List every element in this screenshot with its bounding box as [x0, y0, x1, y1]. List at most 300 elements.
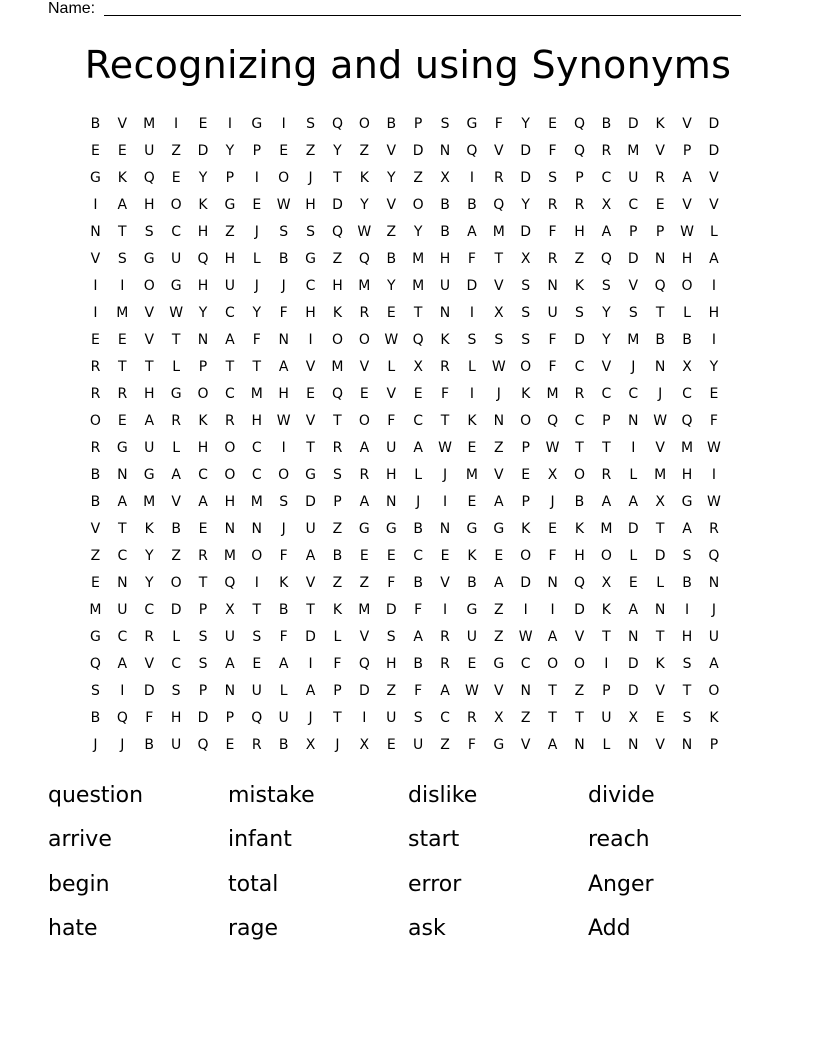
- grid-cell: P: [333, 683, 342, 699]
- grid-cell: M: [627, 332, 640, 348]
- grid-cell: F: [414, 683, 423, 699]
- grid-row: [82, 195, 727, 222]
- name-underline[interactable]: [104, 15, 741, 16]
- grid-cell: T: [602, 440, 611, 456]
- grid-cell: R: [574, 386, 585, 402]
- grid-cell: S: [171, 683, 181, 699]
- grid-cell: V: [494, 683, 504, 699]
- grid-cell: V: [144, 305, 155, 321]
- grid-cell: E: [279, 143, 289, 159]
- grid-cell: K: [574, 278, 585, 294]
- grid-cell: R: [251, 737, 262, 753]
- grid-cell: T: [655, 629, 665, 645]
- grid-cell: M: [116, 305, 129, 321]
- grid-cell: W: [707, 440, 721, 456]
- grid-cell: H: [708, 305, 720, 321]
- grid-cell: M: [654, 467, 667, 483]
- grid-cell: H: [251, 413, 263, 429]
- grid-cell: H: [170, 710, 182, 726]
- grid-cell: F: [333, 656, 342, 672]
- grid-cell: Q: [708, 548, 720, 564]
- grid-cell: N: [628, 629, 639, 645]
- grid-cell: U: [466, 629, 478, 645]
- grid-cell: H: [574, 548, 585, 564]
- grid-cell: H: [385, 656, 397, 672]
- grid-cell: X: [547, 467, 558, 483]
- grid-cell: V: [494, 278, 504, 294]
- grid-cell: C: [251, 467, 262, 483]
- grid-cell: P: [629, 224, 638, 240]
- grid-row: [82, 411, 727, 438]
- grid-cell: P: [655, 224, 665, 240]
- grid-cell: F: [494, 116, 503, 132]
- grid-cell: N: [251, 521, 263, 537]
- grid-cell: B: [278, 602, 289, 618]
- grid-cell: D: [520, 224, 532, 240]
- grid-cell: J: [254, 278, 259, 294]
- grid-cell: G: [681, 494, 693, 510]
- grid-cell: B: [682, 332, 692, 348]
- grid-cell: P: [602, 683, 611, 699]
- grid-cell: Y: [360, 197, 369, 213]
- grid-cell: S: [548, 170, 558, 186]
- grid-cell: L: [468, 359, 476, 375]
- grid-cell: U: [170, 737, 182, 753]
- grid-cell: T: [575, 440, 584, 456]
- grid-cell: M: [358, 278, 371, 294]
- grid-cell: N: [654, 602, 666, 618]
- grid-cell: I: [227, 116, 232, 132]
- grid-cell: P: [709, 737, 719, 753]
- grid-cell: H: [278, 386, 289, 402]
- grid-cell: K: [521, 521, 531, 537]
- grid-cell: M: [143, 494, 156, 510]
- grid-cell: W: [169, 305, 184, 321]
- grid-cell: P: [521, 440, 530, 456]
- grid-row: [82, 681, 727, 708]
- grid-cell: C: [171, 224, 181, 240]
- grid-cell: U: [278, 710, 289, 726]
- grid-cell: Q: [654, 278, 666, 294]
- grid-cell: O: [573, 467, 585, 483]
- grid-row: [82, 438, 727, 465]
- grid-cell: V: [359, 359, 370, 375]
- grid-cell: P: [521, 494, 530, 510]
- grid-cell: C: [413, 548, 424, 564]
- grid-cell: P: [602, 413, 611, 429]
- grid-cell: L: [602, 737, 611, 753]
- grid-cell: S: [198, 629, 208, 645]
- grid-cell: O: [681, 278, 693, 294]
- grid-cell: K: [467, 413, 477, 429]
- grid-cell: V: [655, 440, 665, 456]
- grid-row: [82, 627, 727, 654]
- grid-cell: K: [198, 197, 208, 213]
- grid-cell: L: [333, 629, 342, 645]
- grid-cell: K: [574, 521, 585, 537]
- grid-cell: B: [90, 710, 101, 726]
- grid-cell: A: [117, 197, 128, 213]
- grid-cell: H: [197, 440, 209, 456]
- grid-cell: I: [308, 332, 313, 348]
- grid-row: [82, 600, 727, 627]
- grid-cell: G: [385, 521, 397, 537]
- grid-cell: K: [144, 521, 154, 537]
- grid-cell: J: [496, 386, 501, 402]
- grid-row: [82, 276, 727, 303]
- grid-cell: D: [385, 602, 397, 618]
- grid-cell: O: [170, 197, 182, 213]
- grid-cell: V: [386, 386, 397, 402]
- grid-cell: P: [225, 710, 235, 726]
- grid-cell: B: [413, 521, 423, 537]
- grid-cell: G: [466, 602, 478, 618]
- grid-cell: S: [521, 278, 531, 294]
- grid-cell: B: [144, 737, 155, 753]
- grid-cell: M: [546, 386, 559, 402]
- grid-cell: Q: [573, 143, 585, 159]
- word-list-item: question: [48, 783, 144, 808]
- grid-cell: E: [628, 575, 638, 591]
- grid-cell: S: [117, 251, 127, 267]
- grid-cell: Q: [197, 251, 209, 267]
- grid-cell: A: [305, 548, 316, 564]
- grid-cell: S: [333, 467, 342, 483]
- grid-cell: T: [171, 332, 181, 348]
- grid-cell: V: [305, 359, 316, 375]
- grid-cell: B: [440, 197, 450, 213]
- grid-cell: L: [279, 683, 288, 699]
- grid-cell: O: [89, 413, 101, 429]
- grid-cell: N: [90, 224, 101, 240]
- grid-cell: T: [118, 521, 127, 537]
- word-list-item: ask: [408, 915, 446, 941]
- grid-cell: B: [467, 197, 477, 213]
- grid-cell: U: [224, 629, 236, 645]
- grid-cell: E: [91, 143, 100, 159]
- word-list-item: arrive: [48, 827, 112, 853]
- grid-cell: I: [442, 602, 448, 618]
- grid-cell: R: [574, 197, 585, 213]
- grid-cell: B: [467, 575, 477, 591]
- word-list-item: reach: [588, 827, 650, 853]
- grid-cell: I: [684, 602, 690, 618]
- grid-cell: H: [681, 467, 693, 483]
- grid-cell: K: [198, 413, 208, 429]
- grid-row: [82, 141, 727, 168]
- grid-cell: Y: [252, 305, 262, 321]
- grid-row: [82, 249, 727, 276]
- grid-cell: P: [198, 683, 208, 699]
- word-list-item: total: [228, 871, 279, 897]
- grid-cell: O: [520, 548, 532, 564]
- grid-cell: E: [306, 386, 315, 402]
- grid-cell: N: [520, 683, 531, 699]
- grid-cell: D: [305, 629, 316, 645]
- grid-cell: G: [90, 170, 101, 186]
- grid-cell: N: [628, 413, 639, 429]
- grid-cell: J: [335, 737, 340, 753]
- grid-cell: S: [144, 224, 154, 240]
- grid-cell: Z: [332, 521, 343, 537]
- grid-cell: A: [682, 170, 692, 186]
- grid-cell: I: [308, 656, 313, 672]
- grid-cell: C: [601, 170, 612, 186]
- grid-cell: H: [224, 494, 236, 510]
- grid-cell: D: [708, 116, 720, 132]
- grid-cell: D: [627, 683, 639, 699]
- grid-cell: H: [305, 305, 316, 321]
- grid-cell: N: [224, 683, 236, 699]
- grid-cell: V: [144, 656, 155, 672]
- grid-cell: V: [682, 197, 692, 213]
- grid-cell: Q: [681, 413, 693, 429]
- grid-cell: R: [601, 467, 612, 483]
- grid-cell: V: [90, 251, 101, 267]
- grid-cell: C: [628, 386, 639, 402]
- grid-cell: S: [252, 629, 262, 645]
- word-list-item: Anger: [588, 871, 654, 897]
- grid-cell: P: [575, 170, 584, 186]
- grid-cell: M: [627, 143, 640, 159]
- grid-cell: D: [520, 170, 532, 186]
- grid-cell: S: [386, 629, 396, 645]
- grid-cell: X: [655, 494, 665, 510]
- grid-cell: E: [655, 197, 665, 213]
- grid-cell: S: [306, 116, 316, 132]
- grid-cell: D: [412, 143, 424, 159]
- grid-cell: E: [440, 548, 450, 564]
- grid-cell: B: [90, 494, 101, 510]
- grid-cell: W: [680, 224, 694, 240]
- grid-cell: D: [627, 521, 639, 537]
- grid-cell: A: [225, 332, 235, 348]
- grid-cell: X: [601, 197, 612, 213]
- grid-cell: K: [332, 602, 343, 618]
- grid-cell: F: [252, 332, 261, 348]
- grid-cell: D: [332, 197, 343, 213]
- grid-cell: E: [91, 575, 100, 591]
- grid-cell: B: [278, 251, 289, 267]
- grid-cell: C: [117, 548, 128, 564]
- grid-cell: E: [548, 521, 558, 537]
- grid-row: [82, 654, 727, 681]
- grid-cell: Z: [90, 548, 101, 564]
- grid-cell: U: [439, 278, 451, 294]
- grid-cell: U: [224, 278, 236, 294]
- grid-cell: Q: [493, 197, 505, 213]
- grid-cell: L: [252, 251, 261, 267]
- grid-cell: Z: [171, 143, 181, 159]
- grid-cell: M: [223, 548, 236, 564]
- grid-cell: N: [628, 737, 639, 753]
- grid-cell: N: [493, 413, 505, 429]
- grid-cell: L: [629, 548, 638, 564]
- grid-cell: V: [628, 278, 639, 294]
- grid-cell: E: [386, 548, 396, 564]
- grid-cell: O: [358, 116, 370, 132]
- grid-cell: I: [604, 656, 609, 672]
- grid-cell: U: [708, 629, 720, 645]
- grid-cell: M: [600, 521, 613, 537]
- grid-cell: V: [655, 737, 665, 753]
- grid-cell: R: [655, 170, 666, 186]
- name-label: Name:: [48, 0, 96, 17]
- grid-cell: P: [413, 116, 423, 132]
- grid-cell: S: [521, 332, 531, 348]
- grid-cell: I: [523, 602, 528, 618]
- grid-cell: V: [574, 629, 585, 645]
- grid-row: [82, 222, 727, 249]
- grid-cell: G: [170, 386, 182, 402]
- grid-cell: O: [520, 413, 532, 429]
- grid-cell: T: [333, 413, 342, 429]
- grid-cell: Y: [144, 575, 154, 591]
- grid-cell: V: [171, 494, 181, 510]
- grid-cell: P: [198, 359, 208, 375]
- grid-cell: Q: [224, 575, 236, 591]
- grid-cell: E: [171, 170, 181, 186]
- grid-cell: I: [120, 683, 125, 699]
- grid-cell: K: [279, 575, 289, 591]
- grid-cell: X: [413, 359, 423, 375]
- grid-cell: K: [655, 656, 665, 672]
- grid-cell: A: [440, 683, 450, 699]
- grid-cell: K: [359, 170, 369, 186]
- grid-cell: A: [359, 494, 370, 510]
- grid-cell: S: [682, 656, 692, 672]
- grid-cell: X: [628, 710, 639, 726]
- grid-cell: Y: [709, 359, 719, 375]
- grid-cell: N: [278, 332, 289, 348]
- grid-cell: E: [117, 332, 127, 348]
- letter-grid: [82, 114, 727, 762]
- grid-cell: A: [305, 683, 316, 699]
- grid-cell: Z: [520, 710, 531, 726]
- grid-cell: P: [225, 170, 235, 186]
- grid-cell: T: [548, 683, 557, 699]
- grid-cell: L: [172, 629, 181, 645]
- grid-cell: A: [547, 629, 558, 645]
- grid-cell: K: [709, 710, 719, 726]
- word-list-item: start: [408, 827, 460, 853]
- grid-cell: Y: [144, 548, 154, 564]
- grid-cell: Z: [225, 224, 235, 240]
- grid-cell: M: [465, 467, 478, 483]
- grid-cell: R: [547, 197, 558, 213]
- grid-cell: G: [143, 467, 155, 483]
- word-list-item: mistake: [228, 783, 315, 808]
- grid-cell: B: [413, 575, 423, 591]
- grid-cell: N: [439, 521, 451, 537]
- grid-cell: O: [708, 683, 720, 699]
- grid-cell: B: [278, 737, 289, 753]
- grid-cell: S: [306, 224, 316, 240]
- grid-cell: U: [601, 710, 612, 726]
- grid-cell: R: [198, 548, 208, 564]
- grid-cell: O: [358, 413, 370, 429]
- grid-cell: X: [601, 575, 612, 591]
- grid-row: [82, 708, 727, 735]
- grid-cell: T: [548, 710, 557, 726]
- grid-cell: X: [359, 737, 370, 753]
- grid-cell: D: [170, 602, 182, 618]
- grid-cell: H: [197, 278, 209, 294]
- grid-cell: Y: [225, 143, 235, 159]
- grid-cell: B: [90, 467, 101, 483]
- grid-cell: Q: [116, 710, 128, 726]
- grid-cell: C: [225, 386, 235, 402]
- grid-cell: V: [117, 116, 128, 132]
- grid-cell: V: [386, 197, 397, 213]
- grid-cell: E: [252, 197, 262, 213]
- grid-cell: W: [653, 413, 668, 429]
- grid-cell: I: [442, 494, 448, 510]
- word-list-item: begin: [48, 871, 110, 897]
- grid-cell: L: [387, 359, 396, 375]
- grid-cell: E: [252, 656, 262, 672]
- grid-cell: C: [144, 602, 155, 618]
- grid-cell: Q: [251, 710, 263, 726]
- grid-cell: I: [93, 305, 98, 321]
- grid-cell: E: [467, 494, 477, 510]
- word-list-item: rage: [228, 915, 279, 941]
- grid-cell: S: [413, 710, 423, 726]
- grid-cell: O: [170, 575, 182, 591]
- grid-cell: J: [416, 494, 421, 510]
- grid-cell: A: [601, 494, 612, 510]
- grid-cell: I: [711, 278, 716, 294]
- grid-cell: D: [197, 710, 209, 726]
- grid-cell: T: [252, 602, 262, 618]
- word-list-item: divide: [588, 783, 655, 808]
- grid-cell: M: [412, 278, 425, 294]
- grid-cell: G: [143, 251, 155, 267]
- grid-cell: I: [281, 440, 286, 456]
- grid-cell: P: [252, 143, 262, 159]
- grid-cell: W: [707, 494, 721, 510]
- grid-cell: Z: [494, 440, 504, 456]
- grid-cell: H: [385, 467, 397, 483]
- grid-cell: J: [254, 224, 259, 240]
- grid-cell: J: [281, 278, 286, 294]
- grid-cell: L: [414, 467, 423, 483]
- grid-cell: Z: [386, 683, 397, 699]
- grid-cell: L: [710, 224, 718, 240]
- grid-cell: E: [386, 737, 396, 753]
- grid-cell: B: [386, 116, 397, 132]
- grid-cell: T: [602, 629, 611, 645]
- grid-cell: D: [197, 143, 209, 159]
- grid-cell: Y: [521, 197, 530, 213]
- grid-cell: R: [493, 170, 504, 186]
- grid-cell: I: [362, 710, 367, 726]
- grid-row: [82, 357, 727, 384]
- grid-cell: I: [93, 278, 98, 294]
- grid-cell: M: [412, 251, 425, 267]
- grid-cell: R: [90, 386, 101, 402]
- grid-cell: D: [708, 143, 720, 159]
- grid-cell: Y: [386, 278, 396, 294]
- grid-cell: W: [384, 332, 399, 348]
- grid-cell: S: [279, 224, 289, 240]
- grid-cell: T: [682, 683, 692, 699]
- grid-cell: L: [629, 467, 638, 483]
- grid-cell: I: [254, 575, 259, 591]
- grid-cell: F: [709, 413, 718, 429]
- grid-cell: E: [386, 305, 396, 321]
- grid-cell: R: [601, 143, 612, 159]
